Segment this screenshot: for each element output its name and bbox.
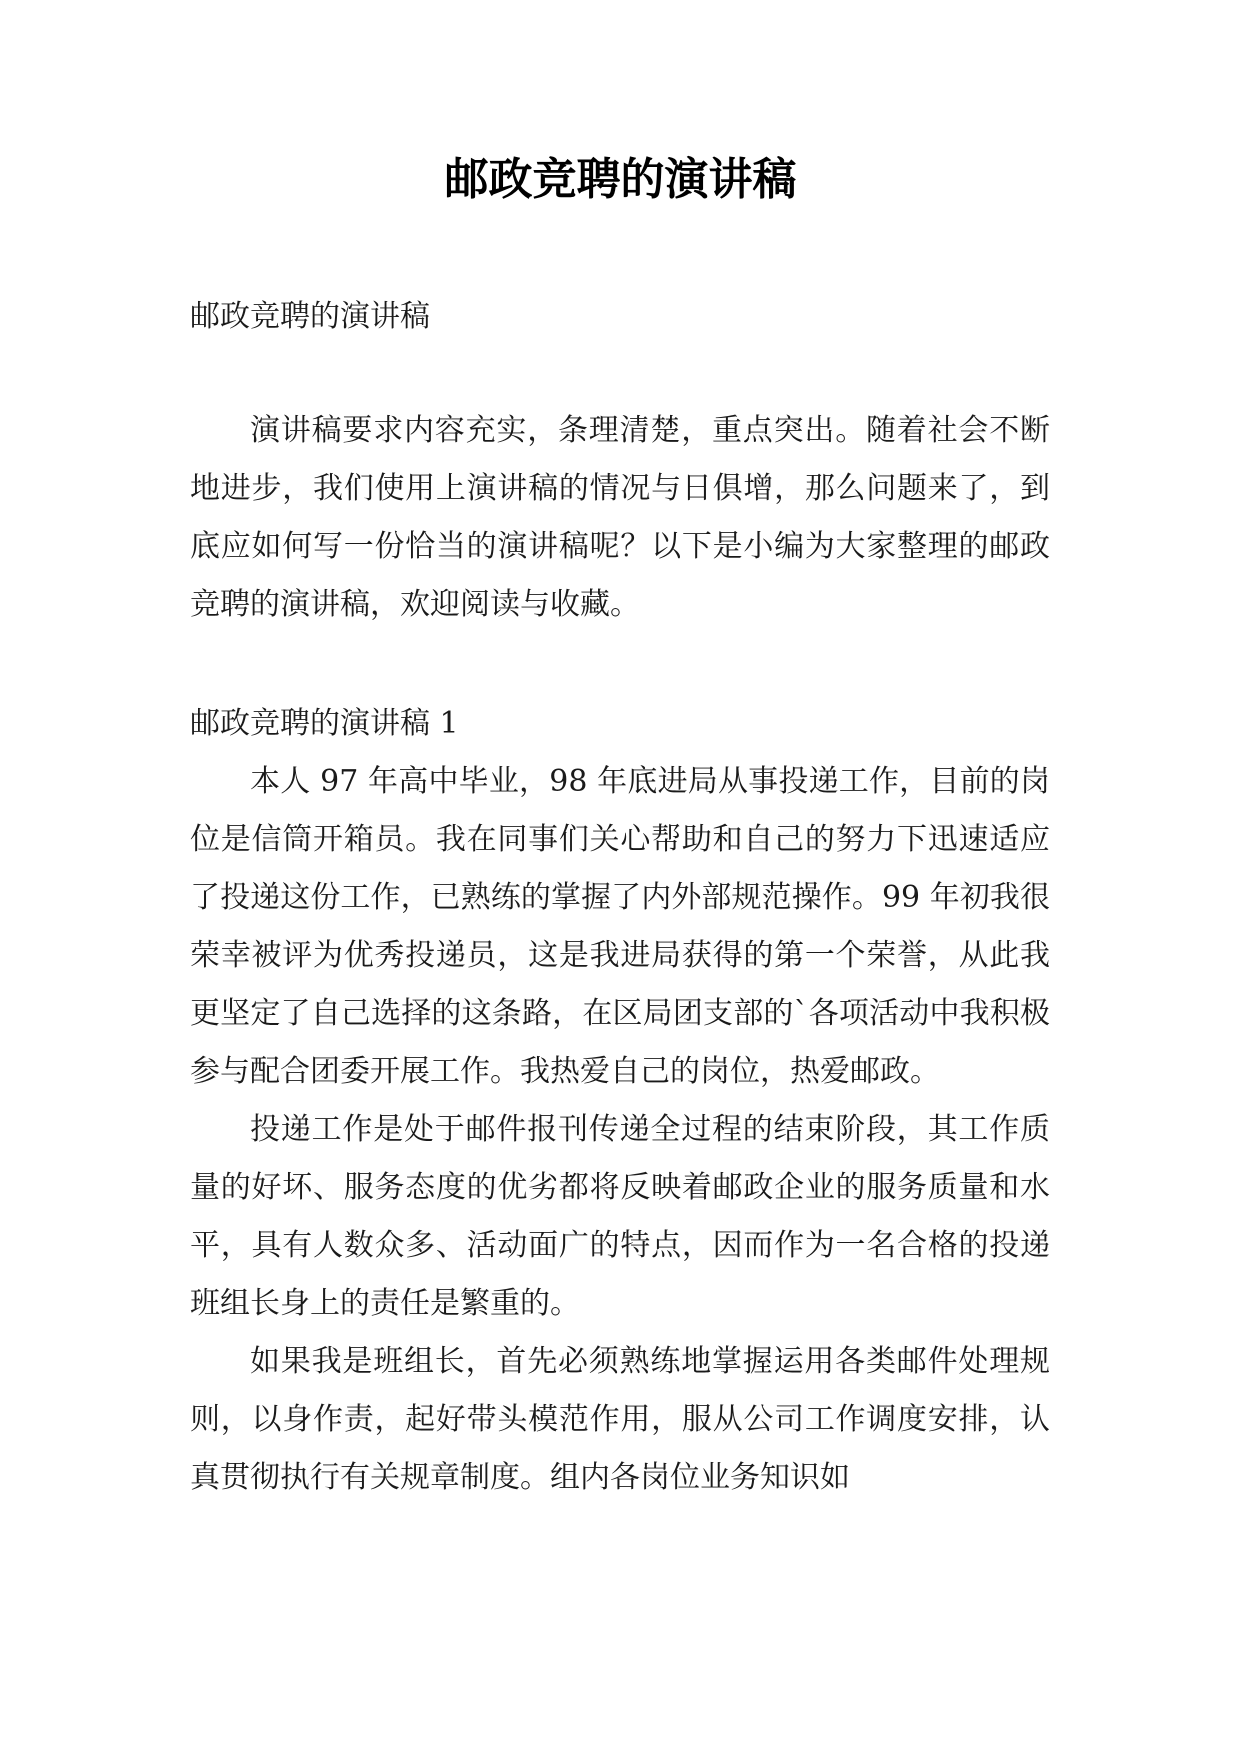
section-heading: 邮政竞聘的演讲稿 1	[190, 706, 459, 741]
document-subtitle: 邮政竞聘的演讲稿	[190, 299, 430, 334]
body-paragraph: 投递工作是处于邮件报刊传递全过程的结束阶段，其工作质量的好坏、服务态度的优劣都将反映着邮政企业的服务质量和水平，具有人数众多、活动面广的特点，因而作为一名合格的投递班组长身上的责任是繁重的。	[190, 1112, 1050, 1321]
intro-paragraph: 演讲稿要求内容充实，条理清楚，重点突出。随着社会不断地进步，我们使用上演讲稿的情况与日俱增，那么问题来了，到底应如何写一份恰当的演讲稿呢？以下是小编为大家整理的邮政竞聘的演讲稿，欢迎阅读与收藏。	[190, 413, 1050, 622]
body-paragraph: 如果我是班组长，首先必须熟练地掌握运用各类邮件处理规则，以身作责，起好带头模范作用，服从公司工作调度安排，认真贯彻执行有关规章制度。组内各岗位业务知识如	[190, 1344, 1050, 1495]
document-title: 邮政竞聘的演讲稿	[444, 154, 797, 205]
section-body	[190, 753, 1050, 1507]
body-paragraph: 本人 97 年高中毕业，98 年底进局从事投递工作，目前的岗位是信筒开箱员。我在同事们关心帮助和自己的努力下迅速适应了投递这份工作，已熟练的掌握了内外部规范操作。99 年初我很荣幸被评为优秀投递员，这是我进局获得的第一个荣誉，从此我更坚定了自己选择的这条路，在区局团支部的`各项活动中我积极参与配合团委开展工作。我热爱自己的岗位，热爱邮政。	[190, 764, 1050, 1089]
